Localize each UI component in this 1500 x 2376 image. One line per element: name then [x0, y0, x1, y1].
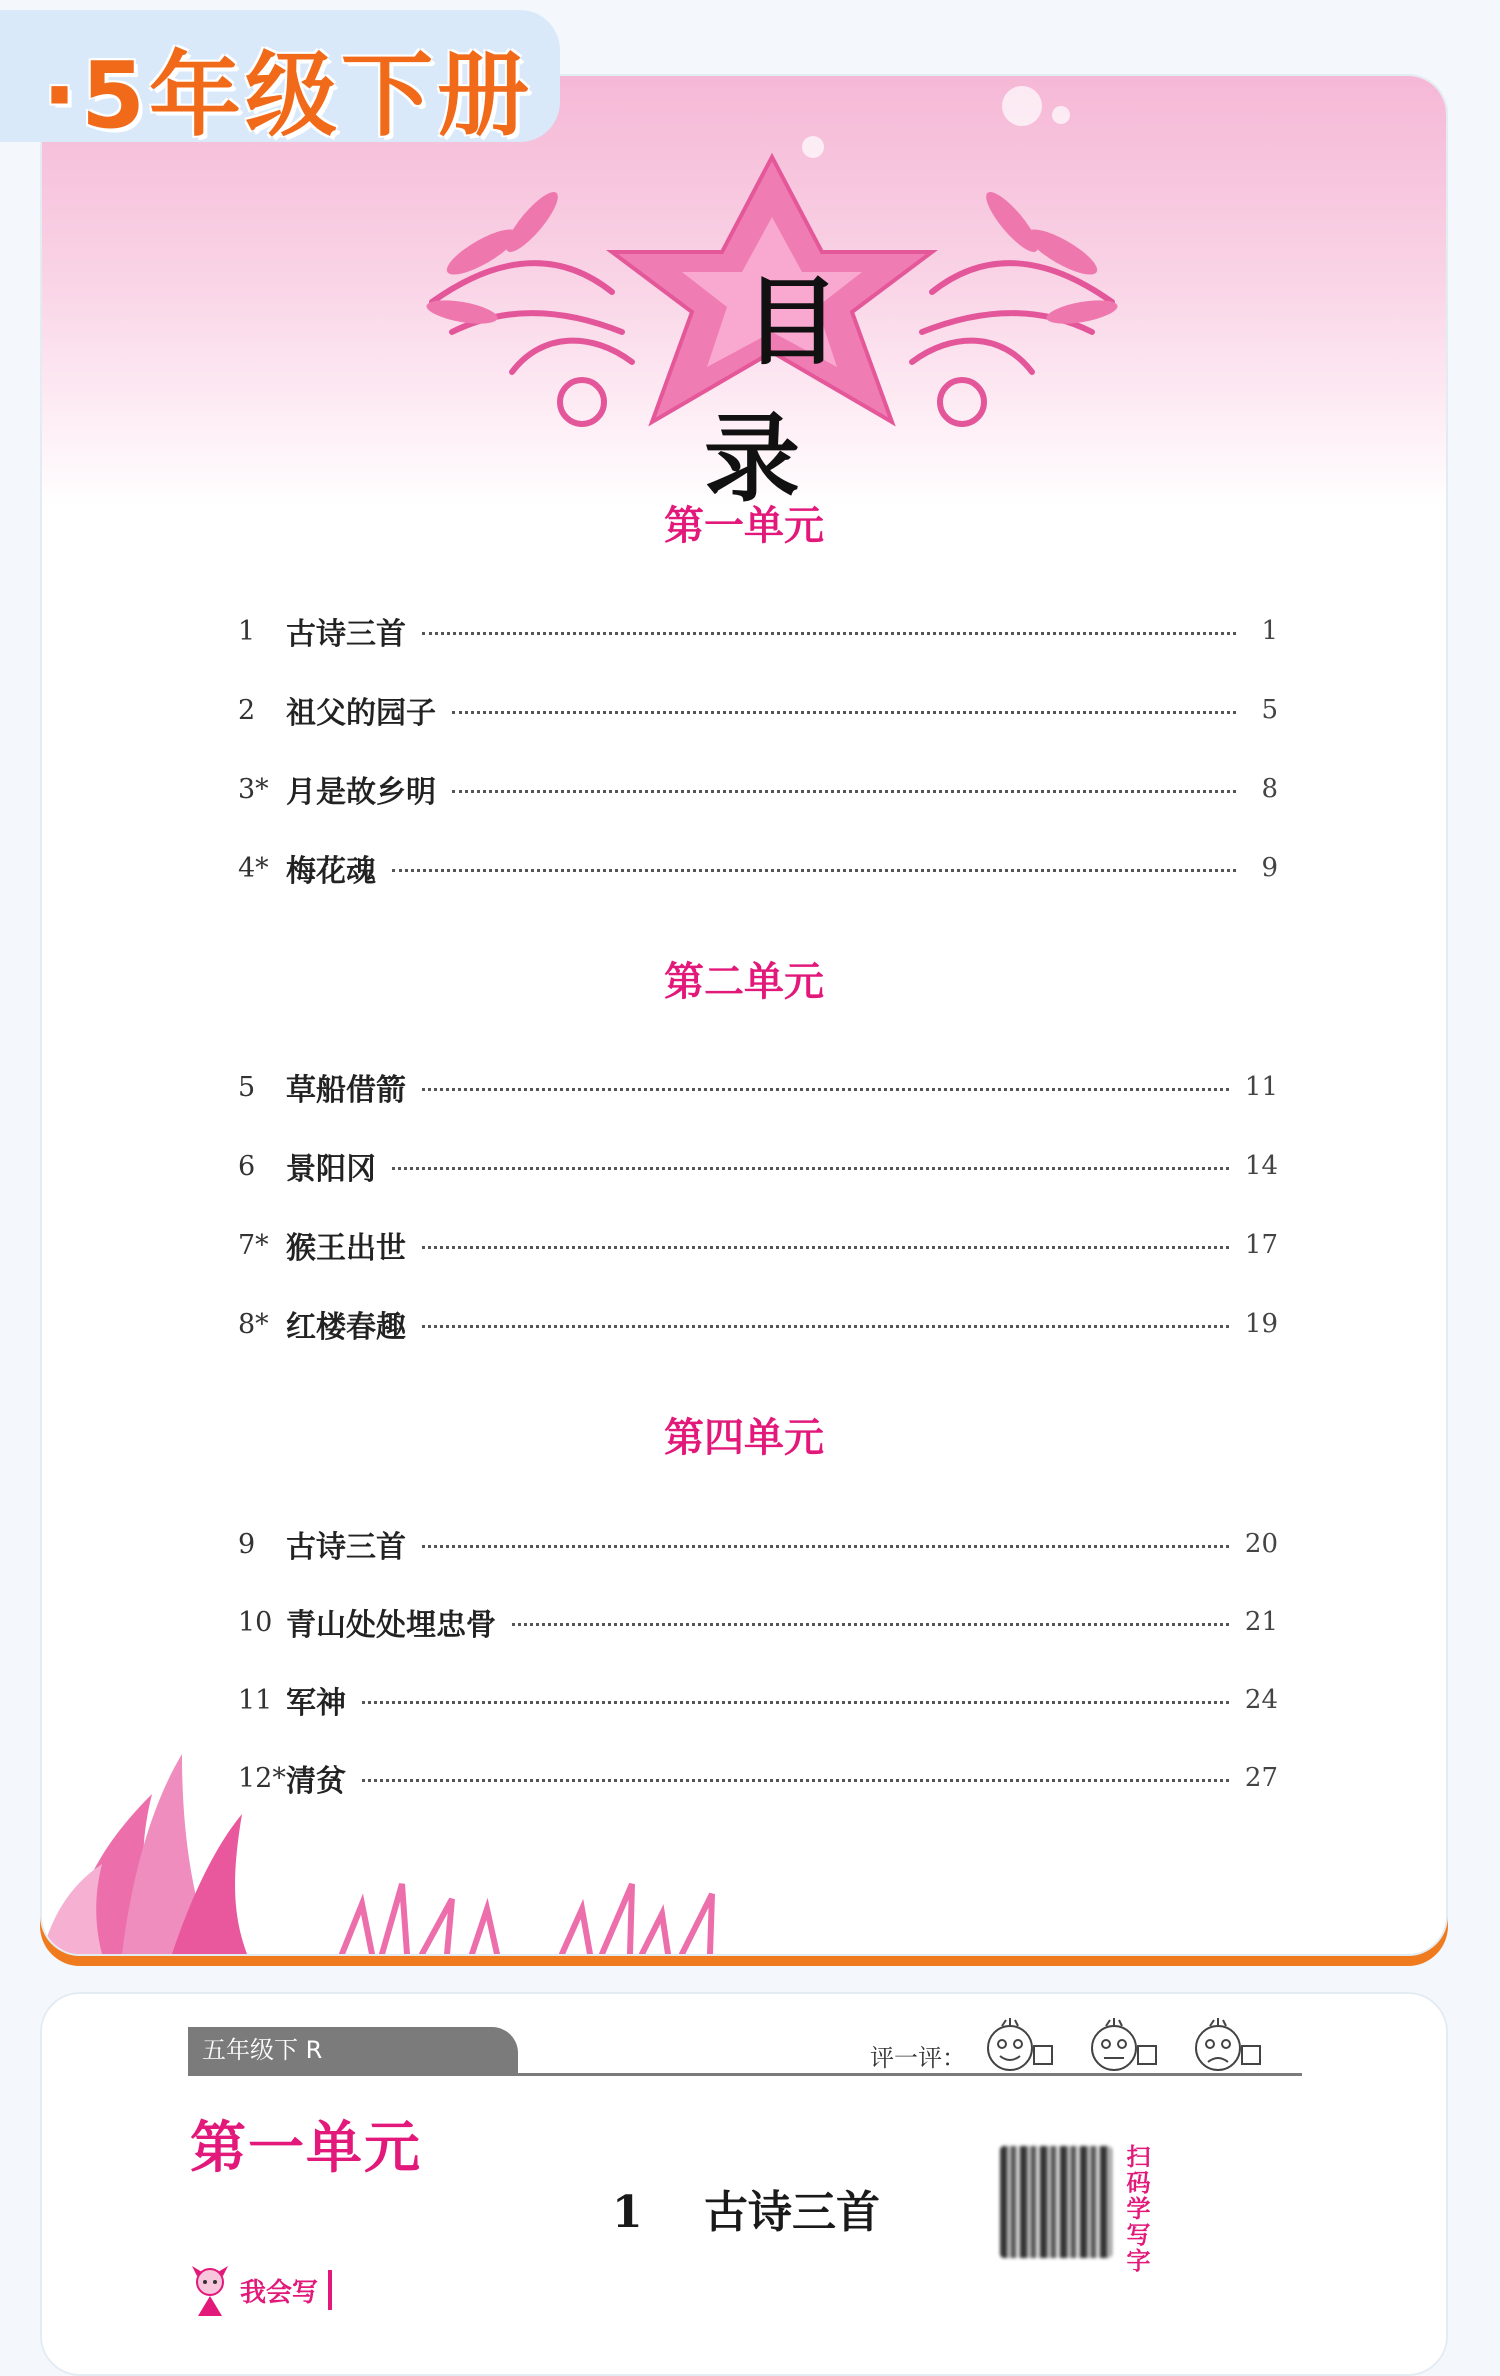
grade-tab [0, 10, 560, 149]
lesson-number: 11 [238, 1684, 273, 1716]
lesson-title: 古诗三首 [286, 1530, 406, 1565]
leader-dots [452, 790, 1236, 793]
toc-card [40, 74, 1448, 1956]
lesson-number: 7* [238, 1229, 269, 1261]
page-number: 1 [1261, 616, 1278, 646]
lesson-number: 1 [238, 615, 256, 647]
leader-dots [422, 1246, 1229, 1249]
toc-entry[interactable] [238, 764, 1278, 814]
lesson-title: 猴王出世 [286, 1231, 406, 1266]
toc-title: 目 录 [704, 265, 920, 515]
toc-entry[interactable] [238, 1675, 1278, 1725]
grade-label: ·5年级下册 [42, 42, 533, 149]
lesson-number: 8* [238, 1308, 269, 1340]
leader-dots [512, 1623, 1229, 1626]
page-number: 20 [1244, 1529, 1278, 1559]
book-header-tab: 五年级下 R [188, 2027, 518, 2073]
page-number: 8 [1261, 774, 1278, 804]
leader-dots [362, 1701, 1229, 1704]
leader-dots [452, 711, 1236, 714]
page-number: 19 [1244, 1309, 1278, 1339]
lesson-title: 青山处处埋忠骨 [286, 1608, 496, 1643]
write-section-badge [188, 2262, 332, 2318]
lesson-number: 2 [238, 694, 256, 726]
lesson-number: 10 [238, 1606, 273, 1638]
lesson-title: 红楼春趣 [286, 1310, 406, 1345]
neutral-face-icon[interactable] [1086, 2016, 1166, 2076]
lesson-title: 草船借箭 [286, 1073, 406, 1108]
page-number: 14 [1244, 1151, 1278, 1181]
lesson-heading [612, 2176, 880, 2240]
leader-dots [392, 1167, 1229, 1170]
girl-mascot-icon [188, 2262, 232, 2318]
toc-entry[interactable] [238, 1141, 1278, 1191]
write-badge-label: 我会写 [240, 2277, 319, 2308]
sparkle-decoration [1002, 86, 1042, 126]
lesson-number: 5 [238, 1071, 256, 1103]
leader-dots [422, 1545, 1229, 1548]
unit-title: 第二单元 [664, 958, 824, 1005]
happy-face-icon[interactable] [982, 2016, 1062, 2076]
leader-dots [422, 632, 1236, 635]
toc-entry[interactable] [238, 1519, 1278, 1569]
lesson-title: 军神 [286, 1686, 346, 1721]
leader-dots [422, 1325, 1229, 1328]
unit-title: 第四单元 [664, 1414, 824, 1461]
toc-entry[interactable] [238, 1220, 1278, 1270]
lesson-title: 清贫 [286, 1764, 346, 1799]
toc-entry[interactable] [238, 1597, 1278, 1647]
lesson-title: 祖父的园子 [286, 696, 436, 731]
lesson-number: 9 [238, 1528, 256, 1560]
qr-code[interactable] [1000, 2146, 1112, 2258]
qr-caption: 扫码学写字 [1122, 2144, 1150, 2274]
lesson-heading-title: 古诗三首 [703, 2187, 880, 2238]
unit-title: 第一单元 [664, 502, 824, 549]
lesson-preview-card [40, 1992, 1448, 2376]
toc-entry[interactable] [238, 685, 1278, 735]
lesson-title: 古诗三首 [286, 617, 406, 652]
badge-bar [328, 2270, 332, 2310]
toc-entry[interactable] [238, 1299, 1278, 1349]
leader-dots [392, 869, 1236, 872]
lesson-title: 月是故乡明 [286, 775, 436, 810]
lesson-number: 4* [238, 852, 269, 884]
lesson-number: 12* [238, 1762, 286, 1794]
unit-heading: 第一单元 [190, 2115, 422, 2181]
page-number: 27 [1244, 1763, 1278, 1793]
toc-entry[interactable] [238, 606, 1278, 656]
page-number: 21 [1244, 1607, 1278, 1637]
sad-face-icon[interactable] [1190, 2016, 1270, 2076]
lesson-number: 3* [238, 773, 269, 805]
toc-entry[interactable] [238, 1062, 1278, 1112]
page-number: 9 [1261, 853, 1278, 883]
sparkle-decoration [1052, 106, 1070, 124]
page-number: 11 [1244, 1072, 1278, 1102]
lesson-title: 梅花魂 [286, 854, 376, 889]
page-number: 5 [1261, 695, 1278, 725]
page-number: 17 [1244, 1230, 1278, 1260]
leader-dots [422, 1088, 1229, 1091]
lesson-title: 景阳冈 [286, 1152, 376, 1187]
toc-entry[interactable] [238, 843, 1278, 893]
page-number: 24 [1244, 1685, 1278, 1715]
lesson-number: 6 [238, 1150, 256, 1182]
lesson-heading-number: 1 [612, 2187, 643, 2238]
rating-label: 评一评： [870, 2044, 966, 2072]
pink-grass-decoration [42, 1734, 842, 1954]
